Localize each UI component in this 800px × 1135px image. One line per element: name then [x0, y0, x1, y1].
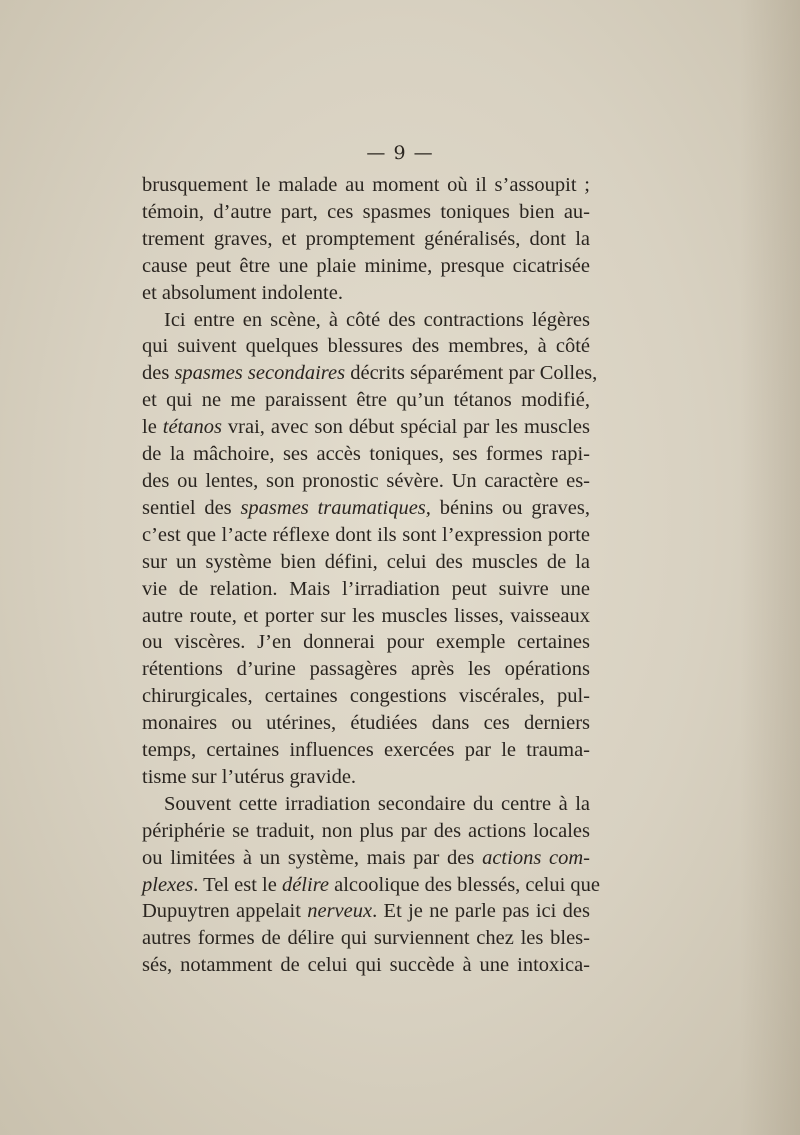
text-line: autres formes de délire qui surviennent chez les bles-	[142, 927, 590, 950]
text-line: des spasmes secondaires décrits séparément par Colles,	[142, 362, 598, 385]
text-line: et absolument indolente.	[142, 281, 343, 304]
text-line: Dupuytren appelait nerveux. Et je ne parle pas ici des	[142, 900, 590, 923]
text-line: vie de relation. Mais l’irradiation peut suivre une	[142, 577, 590, 600]
page-edge-shadow	[740, 0, 800, 1135]
text-line: sés, notamment de celui qui succède à une intoxica-	[142, 954, 590, 977]
text-line: c’est que l’acte réflexe dont ils sont l’expression porte	[142, 523, 590, 546]
text-line: rétentions d’urine passagères après les opérations	[142, 658, 590, 681]
text-line: qui suivent quelques blessures des membres, à côté	[142, 335, 590, 358]
text-line: Souvent cette irradiation secondaire du centre à la	[164, 792, 590, 815]
italic-term: actions com-	[482, 846, 590, 869]
text-line: le tétanos vrai, avec son début spécial par les muscles	[142, 416, 590, 439]
text-line: plexes. Tel est le délire alcoolique des blessés, celui que	[142, 873, 600, 896]
italic-term: tétanos	[162, 416, 222, 439]
paragraph-3	[142, 791, 600, 979]
text-line: autre route, et porter sur les muscles lisses, vaisseaux	[142, 604, 590, 627]
text-line: ou viscères. J’en donnerai pour exemple certaines	[142, 631, 590, 654]
text-line: chirurgicales, certaines congestions viscérales, pul-	[142, 685, 590, 708]
text-line: temps, certaines influences exercées par le trauma-	[142, 739, 590, 762]
italic-term: spasmes secondaires	[174, 362, 346, 385]
paragraph-2	[142, 307, 598, 791]
italic-term: spasmes traumatiques,	[240, 496, 431, 519]
text-line: périphérie se traduit, non plus par des actions locales	[142, 819, 590, 842]
paragraph-1	[142, 172, 590, 307]
text-line: des ou lentes, son pronostic sévère. Un caractère es-	[142, 469, 590, 492]
italic-term: plexes	[142, 873, 194, 896]
text-line: cause peut être une plaie minime, presque cicatrisée	[142, 254, 590, 277]
text-line: monaires ou utérines, étudiées dans ces derniers	[142, 712, 590, 735]
italic-term: nerveux	[307, 900, 373, 923]
text-line: brusquement le malade au moment où il s’assoupit ;	[142, 174, 590, 196]
text-line: sur un système bien défini, celui des muscles de la	[142, 550, 590, 573]
text-line: témoin, d’autre part, ces spasmes toniques bien au-	[142, 200, 590, 223]
text-line: trement graves, et promptement généralisés, dont la	[142, 227, 590, 250]
italic-term: délire	[281, 873, 330, 896]
text-line: et qui ne me paraissent être qu’un tétanos modifié,	[142, 389, 590, 412]
text-line: tisme sur l’utérus gravide.	[142, 765, 357, 788]
text-line: Ici entre en scène, à côté des contractions légères	[164, 308, 590, 331]
text-line: ou limitées à un système, mais par des actions com-	[142, 846, 590, 869]
text-line: de la mâchoire, ses accès toniques, ses formes rapi-	[142, 443, 590, 466]
page-number: — 9 —	[366, 142, 434, 164]
body-text	[142, 172, 600, 979]
text-line: sentiel des spasmes traumatiques, bénins ou graves,	[142, 496, 590, 519]
